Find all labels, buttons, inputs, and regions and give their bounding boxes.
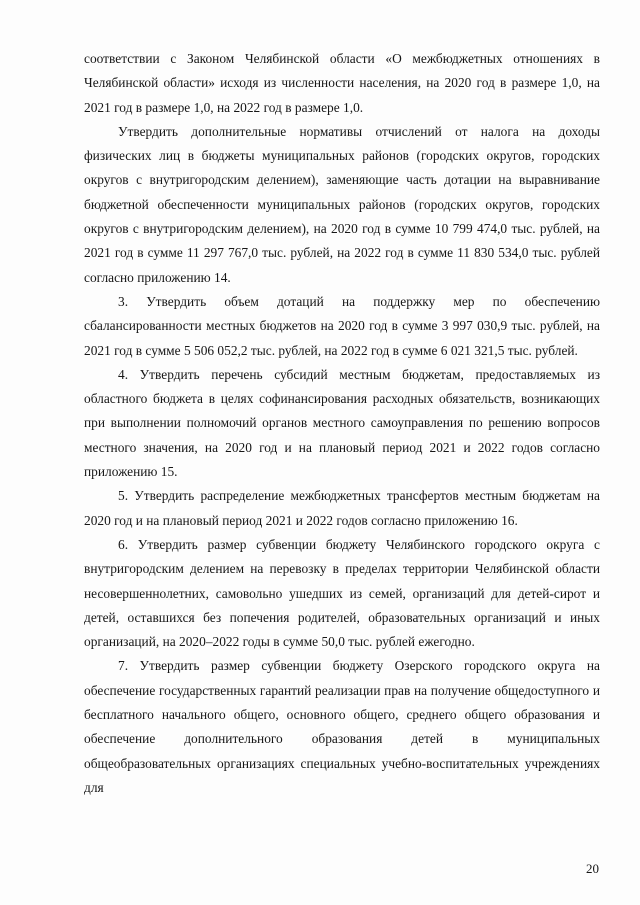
page-number: 20 (586, 861, 599, 876)
paragraph-additional-norms: Утвердить дополнительные нормативы отчислений от налога на доходы физических лиц в бюджеты муниципальных районов (городских округов, городских округов с внутригородским делением), заменяющие часть дотации на выравнивание бюджетной обеспеченности муниципальных районов (городских округов, городских округов с внутригородским делением), на 2020 год в сумме 10 799 474,0 тыс. рублей, на 2021 год в сумме 11 297 767,0 тыс. рублей, на 2022 год в сумме 11 830 534,0 тыс. рублей согласно приложению 14. (84, 123, 600, 285)
paragraph-item-5: 5. Утвердить распределение межбюджетных трансфертов местным бюджетам на 2020 год и на плановый период 2021 и 2022 годов согласно приложению 16. (84, 488, 600, 528)
paragraph-item-7: 7. Утвердить размер субвенции бюджету Озерского городского округа на обеспечение государственных гарантий реализации прав на получение общедоступного и бесплатного начального общего, основного общего, среднего общего образования и обеспечение дополнительного образования детей в муниципальных общеобразовательных организациях специальных учебно-воспитательных учреждениях для (84, 658, 600, 795)
paragraph-item-3: 3. Утвердить объем дотаций на поддержку мер по обеспечению сбалансированности местных бюджетов на 2020 год в сумме 3 997 030,9 тыс. рублей, на 2021 год в сумме 5 506 052,2 тыс. рублей, на 2022 год в сумме 6 021 321,5 тыс. рублей. (84, 293, 600, 358)
paragraph-item-6: 6. Утвердить размер субвенции бюджету Челябинского городского округа с внутригородским делением на перевозку в пределах территории Челябинской области несовершеннолетних, самовольно ушедших из семей, организаций для детей-сирот и детей, оставшихся без попечения родителей, образовательных организаций и иных организаций, на 2020–2022 годы в сумме 50,0 тыс. рублей ежегодно. (84, 536, 600, 650)
paragraph-item-4: 4. Утвердить перечень субсидий местным бюджетам, предоставляемых из областного бюджета в целях софинансирования расходных обязательств, возникающих при выполнении полномочий органов местного самоуправления по решению вопросов местного значения, на 2020 год и на плановый период 2021 и 2022 годов согласно приложению 15. (84, 366, 600, 480)
paragraph-continuation: соответствии с Законом Челябинской области «О межбюджетных отношениях в Челябинской области» исходя из численности населения, на 2020 год в размере 1,0, на 2021 год в размере 1,0, на 2022 год в размере 1,0. (84, 51, 600, 115)
document-body (84, 47, 600, 800)
